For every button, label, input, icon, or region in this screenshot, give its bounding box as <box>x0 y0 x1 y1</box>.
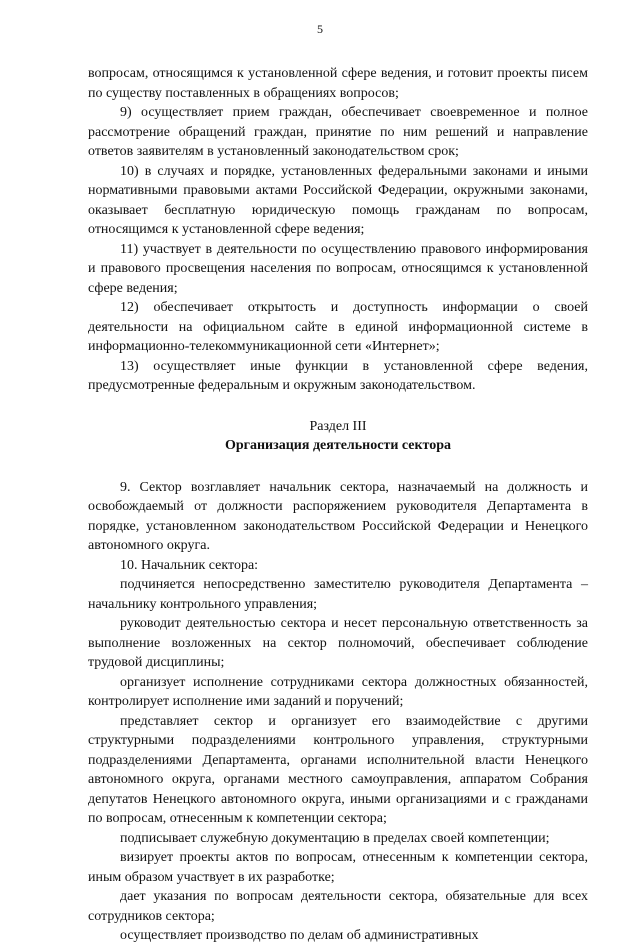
page-number: 5 <box>317 22 323 36</box>
paragraph-duty-endorsement: визирует проекты актов по вопросам, отнесенным к компетенции сектора, иным образом участвует в их разработке; <box>88 850 588 885</box>
paragraph-duty-signing: подписывает служебную документацию в пределах своей компетенции; <box>120 830 550 846</box>
paragraph-clause-9: 9. Сектор возглавляет начальник сектора, назначаемый на должность и освобождаемый от должности распоряжением руководителя Департамента в порядке, установленном законодательством Российской Федерации и Ненецкого автономного округа. <box>88 479 588 553</box>
paragraph-duty-instructions: дает указания по вопросам деятельности сектора, обязательные для всех сотрудников сектора; <box>88 889 588 924</box>
paragraph-clause-10: 10. Начальник сектора: <box>120 557 259 573</box>
section-heading <box>88 417 588 456</box>
paragraph-duty-proceedings: осуществляет производство по делам об административных <box>120 928 479 943</box>
section-title: Организация деятельности сектора <box>224 438 452 453</box>
section-label: Раздел III <box>309 418 367 434</box>
paragraph-duty-representation: представляет сектор и организует его взаимодействие с другими структурными подразделениями контрольного управления, структурными подразделениями Департамента, органами исполнительной власти Ненецкого автономного округа, органами местного самоуправления, аппаратом Собрания депутатов Ненецкого автономного округа, иными организациями и с гражданами по вопросам, отнесенным к компетенции сектора; <box>88 713 588 826</box>
paragraph-duty-subordination: подчиняется непосредственно заместителю руководителя Департамента – начальнику контрольного управления; <box>88 577 588 612</box>
paragraph-duty-organization: организует исполнение сотрудниками сектора должностных обязанностей, контролирует исполнение ими заданий и поручений; <box>88 674 588 709</box>
paragraph-item-12: 12) обеспечивает открытость и доступность информации о своей деятельности на официальном сайте в единой информационной системе в информационно-телекоммуникационной сети «Интернет»; <box>88 300 588 354</box>
paragraph-duty-management: руководит деятельностью сектора и несет персональную ответственность за выполнение возложенных на сектор полномочий, обеспечивает соблюдение трудовой дисциплины; <box>88 616 588 670</box>
paragraph-continuation: вопросам, относящимся к установленной сфере ведения, и готовит проекты писем по существу поставленных в обращениях вопросов; <box>88 66 588 101</box>
paragraph-item-13: 13) осуществляет иные функции в установленной сфере ведения, предусмотренные федеральным и окружным законодательством. <box>88 358 588 393</box>
paragraph-item-9: 9) осуществляет прием граждан, обеспечивает своевременное и полное рассмотрение обращений граждан, принятие по ним решений и направление ответов заявителям в установленный законодательством срок; <box>88 105 588 159</box>
paragraph-item-10: 10) в случаях и порядке, установленных федеральными законами и иными нормативными правовыми актами Российской Федерации, окружными законами, оказывает бесплатную юридическую помощь гражданам по вопросам, относящимся к установленной сфере ведения; <box>88 163 588 237</box>
document-body <box>88 64 588 946</box>
paragraph-item-11: 11) участвует в деятельности по осуществлению правового информирования и правового просвещения населения по вопросам, относящимся к установленной сфере ведения; <box>88 241 588 296</box>
